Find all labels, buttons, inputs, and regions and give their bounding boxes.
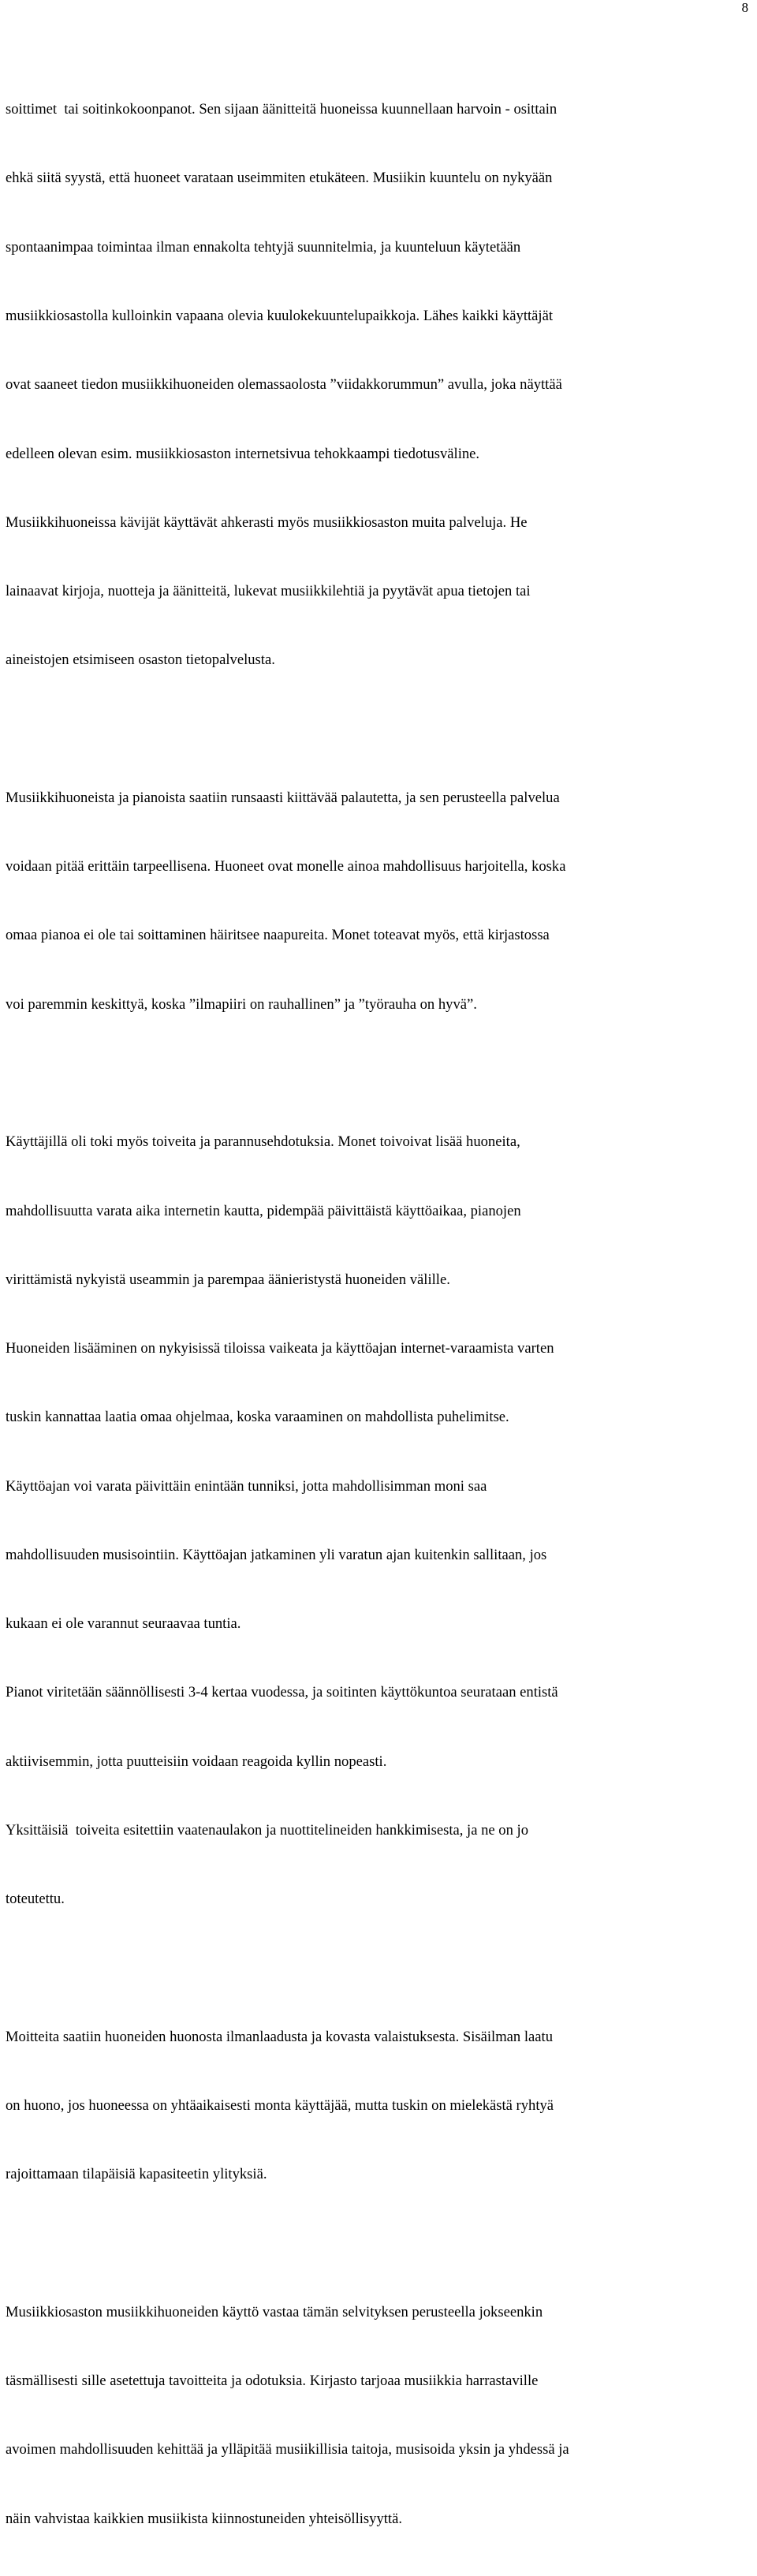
text-line: musiikkiosastolla kulloinkin vapaana olevia kuulokekuuntelupaikkoja. Lähes kaikki käyttäjät [6, 308, 554, 325]
text-line: lainaavat kirjoja, nuotteja ja äänitteitä, lukevat musiikkilehtiä ja pyytävät apua tietojen tai [6, 583, 531, 600]
paragraph-feedback [6, 741, 751, 1062]
text-line: Yksittäisiä toiveita esitettiin vaatenaulakon ja nuottitelineiden hankkimisesta, ja ne on jo [6, 1822, 529, 1839]
text-line: edelleen olevan esim. musiikkiosaston internetsivua tehokkaampi tiedotusväline. [6, 445, 480, 462]
text-line: Moitteita saatiin huoneiden huonosta ilmanlaadusta ja kovasta valaistuksesta. Sisäilman laatu [6, 2028, 554, 2045]
paragraph-complaints [6, 1980, 751, 2232]
text-line: aineistojen etsimiseen osaston tietopalvelusta. [6, 651, 275, 669]
text-line: rajoittamaan tilapäisiä kapasiteetin ylityksiä. [6, 2166, 267, 2183]
text-line: kukaan ei ole varannut seuraavaa tuntia. [6, 1615, 241, 1633]
text-line: avoimen mahdollisuuden kehittää ja ylläpitää musiikillisia taitoja, musisoida yksin ja yhdessä ja [6, 2441, 569, 2458]
paragraph-music-rooms-usage [6, 52, 751, 718]
text-line: aktiivisemmin, jotta puutteisiin voidaan reagoida kyllin nopeasti. [6, 1753, 387, 1770]
text-line: on huono, jos huoneessa on yhtäaikaisesti monta käyttäjää, mutta tuskin on mielekästä ryhtyä [6, 2097, 554, 2115]
paragraph-wishes [6, 1085, 751, 1957]
text-line: toteutettu. [6, 1891, 65, 1908]
text-line: mahdollisuuden musisointiin. Käyttöajan jatkaminen yli varatun ajan kuitenkin sallitaan, jos [6, 1546, 547, 1563]
text-line: ovat saaneet tiedon musiikkihuoneiden olemassaolosta ”viidakkorummun” avulla, joka näyttää [6, 376, 562, 394]
text-line: mahdollisuutta varata aika internetin kautta, pidempää päivittäistä käyttöaikaa, pianojen [6, 1202, 521, 1219]
text-line: virittämistä nykyistä useammin ja parempaa äänieristystä huoneiden välille. [6, 1271, 450, 1288]
paragraph-spacer [6, 1062, 751, 1085]
text-line: voi paremmin keskittyä, koska ”ilmapiiri on rauhallinen” ja ”työrauha on hyvä”. [6, 995, 477, 1013]
text-line: tuskin kannattaa laatia omaa ohjelmaa, koska varaaminen on mahdollista puhelimitse. [6, 1409, 509, 1426]
paragraph-spacer [6, 718, 751, 741]
text-line: Musiikkiosaston musiikkihuoneiden käyttö vastaa tämän selvityksen perusteella jokseenkin [6, 2303, 543, 2320]
text-line: Käyttöajan voi varata päivittäin enintään tunniksi, jotta mahdollisimman moni saa [6, 1477, 487, 1495]
paragraph-spacer [6, 2232, 751, 2255]
text-line: täsmällisesti sille asetettuja tavoitteita ja odotuksia. Kirjasto tarjoaa musiikkia harrastaville [6, 2373, 539, 2390]
page-number: 8 [741, 0, 748, 15]
text-line: Musiikkihuoneista ja pianoista saatiin runsaasti kiittävää palautetta, ja sen perusteella palvelua [6, 789, 560, 806]
text-line: Musiikkihuoneissa kävijät käyttävät ahkerasti myös musiikkiosaston muita palveluja. He [6, 513, 528, 531]
document-body [6, 52, 751, 2576]
text-line: Käyttäjillä oli toki myös toiveita ja parannusehdotuksia. Monet toivoivat lisää huoneita, [6, 1133, 520, 1151]
text-line: omaa pianoa ei ole tai soittaminen häiritsee naapureita. Monet toteavat myös, että kirjastossa [6, 927, 550, 944]
text-line: soittimet tai soitinkokoonpanot. Sen sijaan äänitteitä huoneissa kuunnellaan harvoin - osittain [6, 101, 557, 118]
paragraph-spacer [6, 1957, 751, 1980]
text-line: spontaanimpaa toimintaa ilman ennakolta tehtyjä suunnitelmia, ja kuunteluun käytetään [6, 238, 521, 256]
paragraph-conclusion [6, 2255, 751, 2576]
text-line: voidaan pitää erittäin tarpeellisena. Huoneet ovat monelle ainoa mahdollisuus harjoitella, koska [6, 858, 566, 875]
text-line: näin vahvistaa kaikkien musiikista kiinnostuneiden yhteisöllisyyttä. [6, 2510, 402, 2527]
text-line: ehkä siitä syystä, että huoneet varataan useimmiten etukäteen. Musiikin kuuntelu on nykyään [6, 170, 553, 187]
text-line: Huoneiden lisääminen on nykyisissä tiloissa vaikeata ja käyttöajan internet-varaamista varten [6, 1340, 554, 1357]
text-line: Pianot viritetään säännöllisesti 3-4 kertaa vuodessa, ja soitinten käyttökuntoa seurataan entistä [6, 1684, 558, 1701]
